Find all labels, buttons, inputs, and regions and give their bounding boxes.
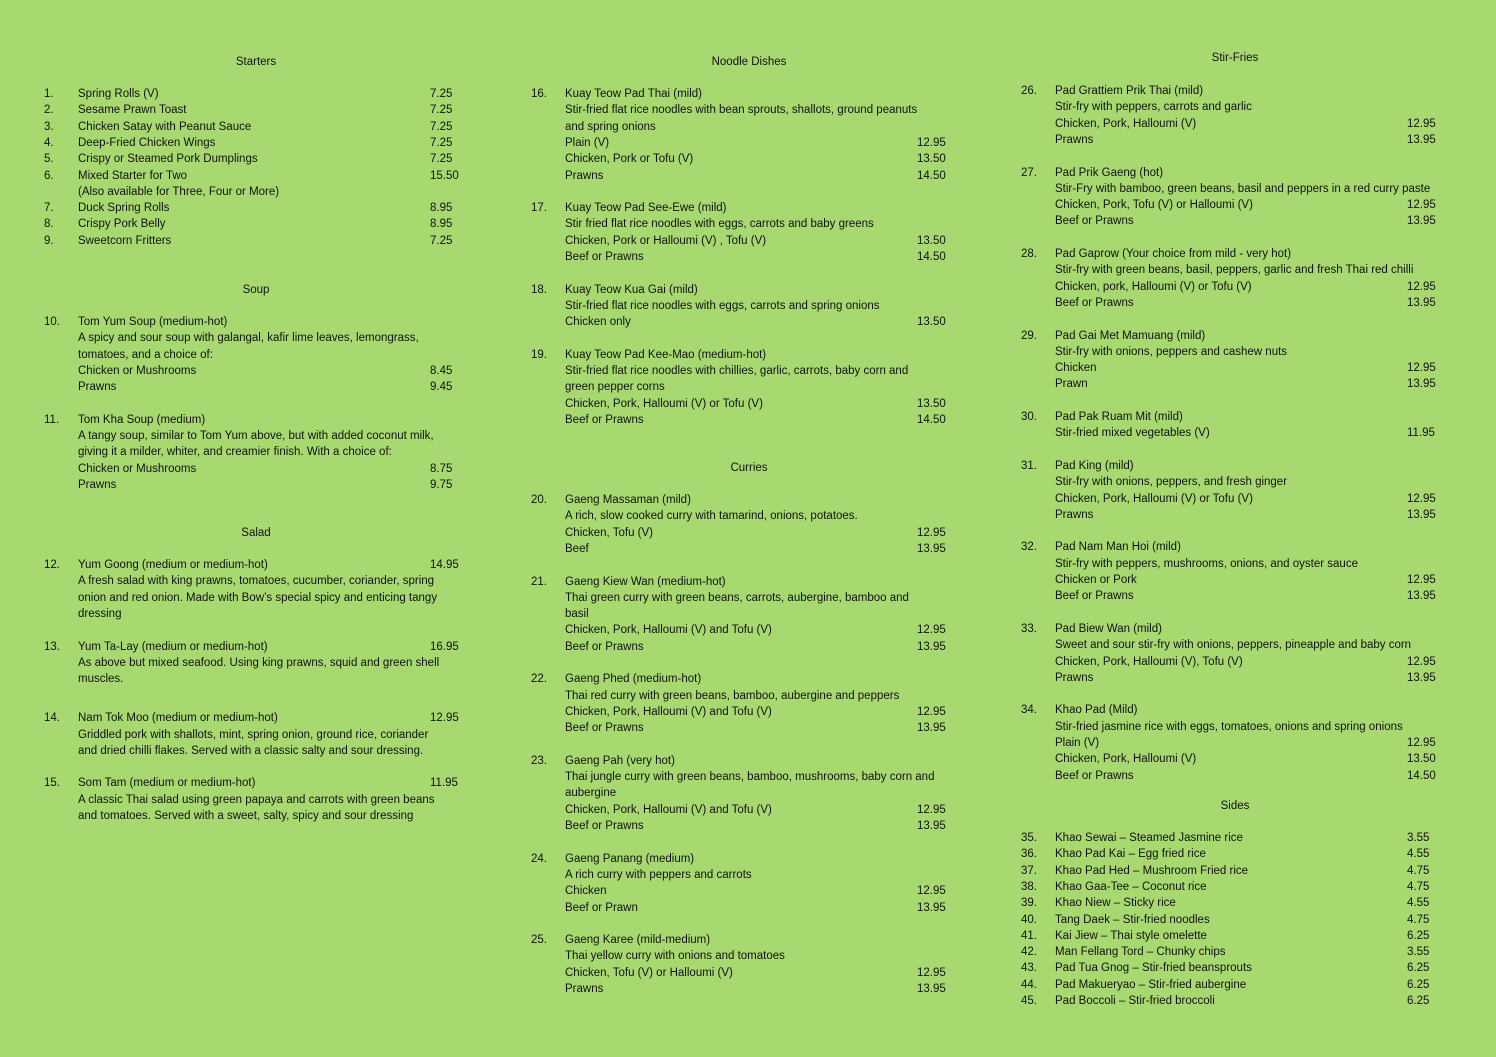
item-detail: Thai red curry with green beans, bamboo, aubergine and peppers [565,689,900,702]
item-number: 3. [44,120,54,133]
item-name: Khao Pad Hed – Mushroom Fried rice [1055,864,1249,877]
item-price: 6.25 [1407,978,1430,991]
item-number: 9. [44,234,54,247]
section-heading: Stir-Fries [1211,52,1259,64]
item-detail: Plain (V) [565,136,610,149]
item-name: Pad Nam Man Hoi (mild) [1055,541,1181,554]
item-price: 16.95 [430,640,459,653]
item-detail: Chicken only [565,316,631,329]
item-detail: onion and red onion. Made with Bow’s special spicy and enticing tangy [78,591,438,604]
item-number: 16. [531,88,547,100]
item-name: Tom Kha Soup (medium) [78,413,206,426]
item-price: 13.95 [917,640,946,653]
item-price: 13.95 [1407,378,1436,391]
item-price: 13.95 [917,722,946,735]
item-detail: Prawns [565,169,604,182]
item-detail: dressing [78,607,122,620]
item-detail: Chicken, Pork, Halloumi (V) and Tofu (V) [565,803,772,816]
item-detail: Chicken [565,885,607,898]
item-detail: Prawn [1055,378,1088,391]
item-name: Khao Pad (Mild) [1055,704,1138,717]
item-price: 8.95 [430,218,453,231]
item-detail: A classic Thai salad using green papaya and carrots with green beans [78,793,435,806]
item-detail: giving it a milder, whiter, and creamier finish. With a choice of: [78,446,392,459]
item-number: 14. [44,712,60,725]
item-detail: Thai green curry with green beans, carrots, aubergine, bamboo and [565,591,909,604]
item-detail: Beef or Prawns [1055,769,1134,782]
item-name: Khao Niew – Sticky rice [1055,897,1176,910]
item-detail: and dried chilli flakes. Served with a classic salty and sour dressing. [78,744,424,757]
item-name: Kai Jiew – Thai style omelette [1055,929,1207,942]
item-number: 12. [44,559,60,571]
item-name: Khao Pad Kai – Egg fried rice [1055,848,1206,861]
item-detail: Prawns [1055,508,1094,521]
item-detail: Prawns [1055,671,1094,684]
item-name: Spring Rolls (V) [78,88,159,100]
item-detail: Beef or Prawns [1055,215,1134,228]
item-price: 12.95 [430,712,459,725]
item-price: 15.50 [430,169,459,182]
item-price: 12.95 [1407,280,1436,293]
item-number: 29. [1021,329,1037,342]
item-name: Kuay Teow Pad See-Ewe (mild) [565,202,727,215]
item-number: 1. [44,88,54,100]
item-detail: Beef or Prawns [565,414,644,426]
item-detail: Chicken, Pork, Halloumi (V) and Tofu (V) [565,624,772,637]
item-number: 19. [531,348,547,361]
item-price: 6.25 [1407,929,1430,942]
section-heading: Starters [235,56,277,68]
item-number: 4. [44,136,54,149]
item-price: 13.95 [1407,133,1436,146]
item-detail: Thai yellow curry with onions and tomatoes [565,950,785,963]
item-number: 40. [1021,913,1037,926]
item-number: 2. [44,104,54,117]
item-price: 3.55 [1407,832,1430,844]
item-detail: Beef or Prawns [565,251,644,263]
item-detail: Prawns [78,381,117,394]
item-name: Pad Biew Wan (mild) [1055,622,1162,635]
item-detail: Chicken, Pork or Tofu (V) [565,153,694,166]
section-heading: Soup [242,284,270,296]
item-detail: As above but mixed seafood. Using king prawns, squid and green shell [78,656,440,669]
item-price: 13.50 [917,397,946,410]
item-name: Pad Prik Gaeng (hot) [1055,166,1164,179]
item-detail: Stir-fry with peppers, carrots and garlic [1055,101,1252,114]
item-name: Man Fellang Tord – Chunky chips [1055,946,1226,959]
item-price: 11.95 [430,777,458,790]
item-price: 13.95 [917,901,946,914]
item-number: 45. [1021,995,1037,1007]
item-detail: Chicken, Tofu (V) [565,526,653,539]
item-number: 43. [1021,962,1037,975]
item-detail: A spicy and sour soup with galangal, kafir lime leaves, lemongrass, [78,332,419,345]
item-number: 36. [1021,848,1037,861]
item-detail: Stir-fry with onions, peppers and cashew nuts [1055,345,1288,358]
item-number: 18. [531,283,547,296]
item-price: 13.95 [1407,590,1436,603]
item-detail: Chicken, Pork, Halloumi (V) or Tofu (V) [565,397,763,410]
item-price: 13.95 [917,820,946,832]
section-heading: Curries [730,462,768,474]
item-number: 24. [531,852,547,865]
item-name: Tang Daek – Stir-fried noodles [1055,913,1210,926]
item-price: 13.95 [917,983,946,995]
item-name: Crispy or Steamed Pork Dumplings [78,153,258,166]
item-price: 3.55 [1407,946,1430,959]
item-name: Gaeng Massaman (mild) [565,494,691,506]
item-number: 8. [44,218,54,231]
item-name: Gaeng Kiew Wan (medium-hot) [565,575,726,588]
item-name: Duck Spring Rolls [78,202,170,215]
item-price: 7.25 [430,120,453,133]
item-name: Khao Gaa-Tee – Coconut rice [1055,880,1207,893]
item-price: 8.75 [430,462,453,475]
item-price: 9.75 [430,479,453,491]
item-detail: Chicken [1055,362,1097,375]
item-detail: Thai jungle curry with green beans, bamboo, mushrooms, baby corn and [565,771,935,784]
item-price: 9.45 [430,381,453,394]
item-number: 38. [1021,880,1037,893]
item-number: 34. [1021,704,1037,717]
item-price: 13.95 [1407,508,1436,521]
item-number: 37. [1021,864,1037,877]
item-price: 13.50 [917,316,946,329]
item-price: 12.95 [917,803,946,816]
section-heading: Noodle Dishes [711,56,787,68]
item-detail: (Also available for Three, Four or More) [78,185,280,198]
item-name: Chicken Satay with Peanut Sauce [78,120,252,133]
item-detail: Chicken or Pork [1055,574,1137,586]
item-number: 21. [531,575,547,588]
item-price: 4.75 [1407,864,1430,877]
item-price: 11.95 [1407,427,1435,440]
item-detail: Stir-fry with peppers, mushrooms, onions, and oyster sauce [1055,557,1358,570]
item-name: Deep-Fried Chicken Wings [78,136,216,149]
item-price: 12.95 [1407,492,1436,505]
item-price: 6.25 [1407,962,1430,975]
item-name: Pad Tua Gnog – Stir-fried beansprouts [1055,962,1252,975]
item-detail: Stir fried flat rice noodles with eggs, carrots and baby greens [565,218,874,231]
item-detail: A rich curry with peppers and carrots [565,868,752,881]
item-price: 12.95 [1407,117,1436,130]
item-name: Kuay Teow Kua Gai (mild) [565,283,698,296]
item-detail: Stir-fried flat rice noodles with eggs, carrots and spring onions [565,299,880,312]
item-detail: green pepper corns [565,381,665,394]
item-name: Gaeng Pah (very hot) [565,754,675,767]
item-price: 13.95 [1407,671,1436,684]
item-number: 10. [44,316,60,328]
item-number: 27. [1021,166,1037,179]
item-detail: and tomatoes. Served with a sweet, salty, spicy and sour dressing [78,810,414,823]
item-number: 23. [531,754,547,767]
item-price: 12.95 [917,966,946,979]
item-number: 5. [44,153,54,166]
item-detail: Beef or Prawns [1055,296,1134,309]
item-detail: Stir-fry with green beans, basil, peppers, garlic and fresh Thai red chilli [1055,264,1414,277]
item-price: 13.50 [917,153,946,166]
item-price: 4.75 [1407,880,1430,893]
item-detail: Stir-fry with onions, peppers, and fresh ginger [1055,476,1288,489]
item-detail: Prawns [1055,133,1094,146]
item-price: 12.95 [1407,199,1436,212]
section-heading: Sides [1220,800,1250,812]
item-name: Pad Gai Met Mamuang (mild) [1055,329,1206,342]
item-name: Sweetcorn Fritters [78,234,172,247]
item-price: 12.95 [1407,574,1436,586]
item-price: 4.55 [1407,848,1430,861]
item-price: 13.50 [917,234,946,247]
item-number: 44. [1021,978,1037,991]
item-price: 6.25 [1407,995,1430,1007]
item-price: 13.50 [1407,753,1436,766]
item-detail: tomatoes, and a choice of: [78,348,213,361]
item-price: 7.25 [430,136,453,149]
item-detail: muscles. [78,673,124,686]
item-detail: Chicken, Pork or Halloumi (V) , Tofu (V) [565,234,767,247]
item-price: 7.25 [430,153,453,166]
item-detail: Beef or Prawn [565,901,638,914]
item-price: 12.95 [1407,362,1436,375]
item-number: 30. [1021,411,1037,423]
item-number: 11. [44,413,60,426]
item-name: Gaeng Panang (medium) [565,852,695,865]
item-price: 4.55 [1407,897,1430,910]
item-price: 13.95 [1407,215,1436,228]
item-name: Yum Goong (medium or medium-hot) [78,559,268,571]
item-number: 26. [1021,85,1037,97]
item-price: 14.50 [917,251,946,263]
item-detail: Griddled pork with shallots, mint, spring onion, ground rice, coriander [78,728,429,741]
item-detail: Sweet and sour stir-fry with onions, peppers, pineapple and baby corn [1055,639,1412,652]
item-detail: Beef [565,542,589,555]
item-price: 12.95 [917,624,946,637]
item-detail: Chicken, Pork, Halloumi (V) [1055,753,1197,766]
item-detail: A tangy soup, similar to Tom Yum above, but with added coconut milk, [78,430,434,443]
item-detail: Chicken or Mushrooms [78,364,197,377]
item-price: 4.75 [1407,913,1430,926]
item-detail: A fresh salad with king prawns, tomatoes, cucumber, coriander, spring [78,575,435,588]
item-number: 17. [531,202,547,215]
item-price: 7.25 [430,104,453,117]
item-price: 7.25 [430,88,453,100]
item-detail: Chicken, Pork, Halloumi (V) or Tofu (V) [1055,492,1253,505]
item-detail: Stir-fried flat rice noodles with bean sprouts, shallots, ground peanuts [565,104,918,117]
item-detail: Plain (V) [1055,737,1100,749]
item-detail: Chicken, Pork, Tofu (V) or Halloumi (V) [1055,199,1253,212]
item-number: 35. [1021,832,1037,844]
item-name: Gaeng Phed (medium-hot) [565,673,702,686]
item-number: 31. [1021,459,1037,472]
item-detail: Chicken or Mushrooms [78,462,197,475]
item-name: Nam Tok Moo (medium or medium-hot) [78,712,278,725]
item-detail: Prawns [78,479,117,491]
item-price: 8.95 [430,202,453,215]
item-detail: Beef or Prawns [565,722,644,735]
item-price: 12.95 [917,705,946,718]
item-name: Pad Grattiem Prik Thai (mild) [1055,85,1204,97]
item-number: 25. [531,934,547,947]
item-number: 13. [44,640,60,653]
item-name: Kuay Teow Pad Thai (mild) [565,88,703,100]
item-price: 12.95 [1407,737,1436,749]
item-name: Pad Gaprow (Your choice from mild - very hot) [1055,248,1292,260]
item-name: Pad Makueryao – Stir-fried aubergine [1055,978,1247,991]
item-number: 32. [1021,541,1037,554]
item-name: Kuay Teow Pad Kee-Mao (medium-hot) [565,348,767,361]
section-heading: Salad [241,527,271,539]
item-price: 12.95 [917,885,946,898]
item-number: 42. [1021,946,1037,959]
item-number: 7. [44,202,54,215]
item-price: 13.95 [917,542,946,555]
item-price: 12.95 [917,526,946,539]
item-price: 8.45 [430,364,453,377]
item-name: Crispy Pork Belly [78,218,166,231]
item-name: Gaeng Karee (mild-medium) [565,934,711,947]
item-detail: aubergine [565,787,617,800]
item-number: 6. [44,169,54,182]
item-name: Mixed Starter for Two [78,169,188,182]
item-detail: Beef or Prawns [1055,590,1134,603]
item-name: Som Tam (medium or medium-hot) [78,777,256,790]
item-name: Tom Yum Soup (medium-hot) [78,316,228,328]
item-detail: basil [565,608,589,621]
item-detail: Beef or Prawns [565,820,644,832]
item-number: 28. [1021,248,1037,260]
item-price: 12.95 [1407,655,1436,668]
item-name: Pad Boccoli – Stir-fried broccoli [1055,995,1215,1007]
item-detail: Chicken, Tofu (V) or Halloumi (V) [565,966,733,979]
item-price: 14.95 [430,559,459,571]
item-detail: Chicken, Pork, Halloumi (V) and Tofu (V) [565,705,772,718]
item-number: 39. [1021,897,1037,910]
item-name: Khao Sewai – Steamed Jasmine rice [1055,832,1243,844]
item-number: 33. [1021,622,1037,635]
item-detail: Prawns [565,983,604,995]
item-detail: Chicken, Pork, Halloumi (V) [1055,117,1197,130]
item-price: 12.95 [917,136,946,149]
item-detail: Stir-fried flat rice noodles with chillies, garlic, carrots, baby corn and [565,365,909,378]
item-number: 22. [531,673,547,686]
item-detail: Stir-fried jasmine rice with eggs, tomatoes, onions and spring onions [1055,720,1403,733]
item-name: Pad King (mild) [1055,459,1134,472]
item-detail: A rich, slow cooked curry with tamarind, onions, potatoes. [565,510,858,523]
item-detail: and spring onions [565,120,656,133]
item-number: 41. [1021,929,1037,942]
item-price: 14.50 [917,414,946,426]
item-name: Pad Pak Ruam Mit (mild) [1055,411,1183,423]
item-detail: Chicken, pork, Halloumi (V) or Tofu (V) [1055,280,1252,293]
item-name: Sesame Prawn Toast [78,104,187,117]
item-price: 14.50 [917,169,946,182]
item-detail: Chicken, Pork, Halloumi (V), Tofu (V) [1055,655,1243,668]
item-name: Yum Ta-Lay (medium or medium-hot) [78,640,268,653]
item-number: 15. [44,777,60,790]
item-detail: Stir-fried mixed vegetables (V) [1055,427,1210,440]
item-detail: Beef or Prawns [565,640,644,653]
item-price: 13.95 [1407,296,1436,309]
item-number: 20. [531,494,547,506]
item-price: 14.50 [1407,769,1436,782]
item-price: 7.25 [430,234,453,247]
item-detail: Stir-Fry with bamboo, green beans, basil and peppers in a red curry paste [1055,182,1431,195]
